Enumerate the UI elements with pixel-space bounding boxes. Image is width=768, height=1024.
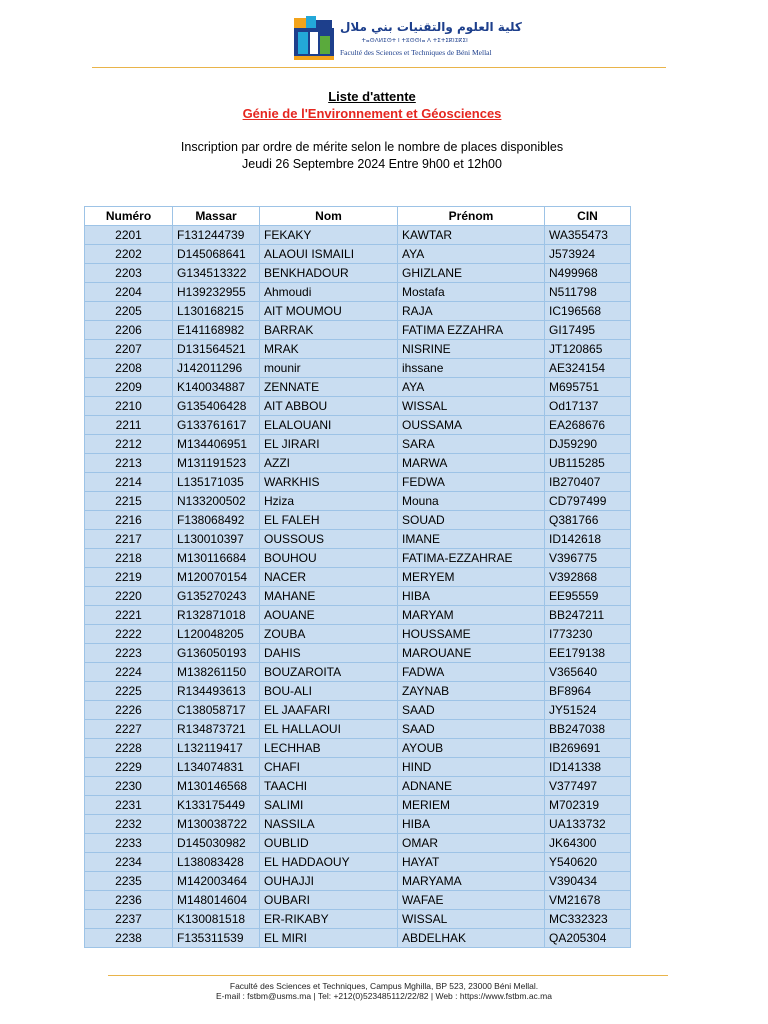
- cell-nom: EL HALLAOUI: [260, 720, 398, 739]
- cell-cin: DJ59290: [545, 435, 631, 454]
- table-row: [85, 663, 631, 682]
- table-row: [85, 245, 631, 264]
- cell-prenom: ihssane: [398, 359, 545, 378]
- cell-cin: MC332323: [545, 910, 631, 929]
- cell-cin: V365640: [545, 663, 631, 682]
- table-row: [85, 397, 631, 416]
- cell-cin: GI17495: [545, 321, 631, 340]
- cell-prenom: IMANE: [398, 530, 545, 549]
- header-divider: [92, 67, 666, 68]
- cell-cin: JY51524: [545, 701, 631, 720]
- table-row: [85, 549, 631, 568]
- cell-cin: JK64300: [545, 834, 631, 853]
- cell-prenom: HIBA: [398, 587, 545, 606]
- cell-prenom: WAFAE: [398, 891, 545, 910]
- table-row: [85, 378, 631, 397]
- cell-numero: 2236: [85, 891, 173, 910]
- faculty-emblem-icon: [292, 14, 338, 64]
- cell-numero: 2235: [85, 872, 173, 891]
- cell-massar: L138083428: [173, 853, 260, 872]
- cell-prenom: MERYEM: [398, 568, 545, 587]
- cell-prenom: RAJA: [398, 302, 545, 321]
- logo-arabic-name: كلية العلوم والتقنيات بني ملال: [340, 20, 522, 34]
- cell-nom: BENKHADOUR: [260, 264, 398, 283]
- cell-numero: 2205: [85, 302, 173, 321]
- cell-prenom: ABDELHAK: [398, 929, 545, 948]
- cell-nom: FEKAKY: [260, 226, 398, 245]
- cell-cin: ID141338: [545, 758, 631, 777]
- cell-massar: K140034887: [173, 378, 260, 397]
- cell-prenom: OMAR: [398, 834, 545, 853]
- cell-numero: 2201: [85, 226, 173, 245]
- cell-nom: BOUHOU: [260, 549, 398, 568]
- cell-prenom: FATIMA-EZZAHRAE: [398, 549, 545, 568]
- cell-cin: I773230: [545, 625, 631, 644]
- cell-cin: V392868: [545, 568, 631, 587]
- cell-massar: L130010397: [173, 530, 260, 549]
- cell-numero: 2222: [85, 625, 173, 644]
- cell-nom: OUHAJJI: [260, 872, 398, 891]
- document-title: Liste d'attente: [328, 89, 416, 104]
- header-massar: Massar: [173, 207, 260, 226]
- cell-cin: Od17137: [545, 397, 631, 416]
- cell-nom: TAACHI: [260, 777, 398, 796]
- cell-numero: 2220: [85, 587, 173, 606]
- cell-numero: 2218: [85, 549, 173, 568]
- cell-nom: BARRAK: [260, 321, 398, 340]
- cell-massar: E141168982: [173, 321, 260, 340]
- cell-numero: 2238: [85, 929, 173, 948]
- cell-massar: L132119417: [173, 739, 260, 758]
- cell-cin: BB247038: [545, 720, 631, 739]
- cell-numero: 2210: [85, 397, 173, 416]
- cell-massar: D145068641: [173, 245, 260, 264]
- cell-nom: OUBLID: [260, 834, 398, 853]
- table-row: [85, 796, 631, 815]
- cell-prenom: HIND: [398, 758, 545, 777]
- logo-tifinagh-name: ⵜⴰⵙⴷⵍⵉⵙⵜ ⵏ ⵜⵓⵙⵙⵏⴰ ⴷ ⵜⵉⵜⵉⴽⵏⵉⴽⵉⵏ: [361, 38, 468, 44]
- cell-nom: NACER: [260, 568, 398, 587]
- cell-massar: K130081518: [173, 910, 260, 929]
- cell-cin: AE324154: [545, 359, 631, 378]
- cell-massar: L130168215: [173, 302, 260, 321]
- cell-nom: WARKHIS: [260, 473, 398, 492]
- table-row: [85, 511, 631, 530]
- cell-nom: OUSSOUS: [260, 530, 398, 549]
- cell-numero: 2229: [85, 758, 173, 777]
- cell-massar: R134493613: [173, 682, 260, 701]
- cell-cin: EE95559: [545, 587, 631, 606]
- cell-cin: EA268676: [545, 416, 631, 435]
- table-row: [85, 682, 631, 701]
- cell-massar: K133175449: [173, 796, 260, 815]
- cell-massar: L120048205: [173, 625, 260, 644]
- cell-numero: 2217: [85, 530, 173, 549]
- header-prenom: Prénom: [398, 207, 545, 226]
- cell-prenom: MARYAM: [398, 606, 545, 625]
- cell-massar: M138261150: [173, 663, 260, 682]
- cell-nom: DAHIS: [260, 644, 398, 663]
- cell-numero: 2204: [85, 283, 173, 302]
- table-row: [85, 568, 631, 587]
- cell-prenom: Mouna: [398, 492, 545, 511]
- cell-prenom: MARWA: [398, 454, 545, 473]
- cell-prenom: AYA: [398, 378, 545, 397]
- cell-cin: UA133732: [545, 815, 631, 834]
- table-row: [85, 720, 631, 739]
- table-body: [85, 226, 631, 948]
- cell-nom: EL JIRARI: [260, 435, 398, 454]
- table-row: [85, 435, 631, 454]
- cell-cin: J573924: [545, 245, 631, 264]
- cell-nom: SALIMI: [260, 796, 398, 815]
- cell-massar: N133200502: [173, 492, 260, 511]
- table-row: [85, 359, 631, 378]
- cell-cin: ID142618: [545, 530, 631, 549]
- table-row: [85, 910, 631, 929]
- cell-massar: R134873721: [173, 720, 260, 739]
- cell-cin: Q381766: [545, 511, 631, 530]
- cell-cin: N499968: [545, 264, 631, 283]
- table-row: [85, 834, 631, 853]
- cell-numero: 2232: [85, 815, 173, 834]
- cell-nom: EL MIRI: [260, 929, 398, 948]
- cell-massar: M142003464: [173, 872, 260, 891]
- logo-french-name: Faculté des Sciences et Techniques de Béni Mellal: [340, 48, 492, 57]
- cell-massar: D131564521: [173, 340, 260, 359]
- cell-nom: NASSILA: [260, 815, 398, 834]
- cell-nom: EL JAAFARI: [260, 701, 398, 720]
- cell-prenom: MARYAMA: [398, 872, 545, 891]
- cell-nom: ELALOUANI: [260, 416, 398, 435]
- cell-numero: 2228: [85, 739, 173, 758]
- cell-numero: 2214: [85, 473, 173, 492]
- table-row: [85, 473, 631, 492]
- cell-prenom: KAWTAR: [398, 226, 545, 245]
- table-row: [85, 226, 631, 245]
- cell-nom: ZENNATE: [260, 378, 398, 397]
- cell-massar: J142011296: [173, 359, 260, 378]
- cell-prenom: MERIEM: [398, 796, 545, 815]
- cell-cin: WA355473: [545, 226, 631, 245]
- cell-cin: JT120865: [545, 340, 631, 359]
- cell-cin: V390434: [545, 872, 631, 891]
- cell-nom: Ahmoudi: [260, 283, 398, 302]
- cell-cin: IC196568: [545, 302, 631, 321]
- footer-address: Faculté des Sciences et Techniques, Campus Mghilla, BP 523, 23000 Béni Mellal.: [229, 981, 539, 991]
- cell-prenom: WISSAL: [398, 910, 545, 929]
- cell-massar: M130038722: [173, 815, 260, 834]
- cell-prenom: HIBA: [398, 815, 545, 834]
- cell-cin: VM21678: [545, 891, 631, 910]
- header-numero: Numéro: [85, 207, 173, 226]
- cell-prenom: HOUSSAME: [398, 625, 545, 644]
- cell-numero: 2234: [85, 853, 173, 872]
- cell-prenom: MAROUANE: [398, 644, 545, 663]
- cell-numero: 2211: [85, 416, 173, 435]
- cell-massar: G133761617: [173, 416, 260, 435]
- intro-line-2: Jeudi 26 Septembre 2024 Entre 9h00 et 12h00: [242, 157, 502, 171]
- cell-numero: 2231: [85, 796, 173, 815]
- cell-numero: 2219: [85, 568, 173, 587]
- table-row: [85, 739, 631, 758]
- cell-cin: IB269691: [545, 739, 631, 758]
- cell-numero: 2212: [85, 435, 173, 454]
- cell-massar: M120070154: [173, 568, 260, 587]
- cell-massar: L135171035: [173, 473, 260, 492]
- cell-massar: G135270243: [173, 587, 260, 606]
- cell-prenom: WISSAL: [398, 397, 545, 416]
- cell-cin: M702319: [545, 796, 631, 815]
- cell-numero: 2209: [85, 378, 173, 397]
- cell-prenom: SAAD: [398, 720, 545, 739]
- footer-divider: [108, 975, 668, 976]
- cell-massar: F131244739: [173, 226, 260, 245]
- cell-prenom: FADWA: [398, 663, 545, 682]
- cell-numero: 2202: [85, 245, 173, 264]
- program-subtitle: Génie de l'Environnement et Géosciences: [242, 106, 502, 121]
- cell-massar: M130116684: [173, 549, 260, 568]
- cell-numero: 2208: [85, 359, 173, 378]
- cell-nom: EL FALEH: [260, 511, 398, 530]
- table-row: [85, 454, 631, 473]
- cell-numero: 2225: [85, 682, 173, 701]
- table-row: [85, 587, 631, 606]
- table-row: [85, 492, 631, 511]
- cell-prenom: AYA: [398, 245, 545, 264]
- cell-numero: 2230: [85, 777, 173, 796]
- faculty-logo: [292, 14, 522, 64]
- cell-numero: 2226: [85, 701, 173, 720]
- table-row: [85, 302, 631, 321]
- table-row: [85, 283, 631, 302]
- cell-massar: G136050193: [173, 644, 260, 663]
- cell-prenom: FATIMA EZZAHRA: [398, 321, 545, 340]
- intro-line-1: Inscription par ordre de mérite selon le nombre de places disponibles: [180, 140, 564, 154]
- cell-nom: MRAK: [260, 340, 398, 359]
- cell-massar: R132871018: [173, 606, 260, 625]
- cell-numero: 2207: [85, 340, 173, 359]
- cell-nom: AZZI: [260, 454, 398, 473]
- table-row: [85, 777, 631, 796]
- cell-massar: G135406428: [173, 397, 260, 416]
- cell-prenom: SAAD: [398, 701, 545, 720]
- cell-numero: 2215: [85, 492, 173, 511]
- cell-nom: ALAOUI ISMAILI: [260, 245, 398, 264]
- cell-nom: mounir: [260, 359, 398, 378]
- cell-nom: AIT ABBOU: [260, 397, 398, 416]
- table-row: [85, 701, 631, 720]
- cell-massar: M148014604: [173, 891, 260, 910]
- table-row: [85, 606, 631, 625]
- cell-nom: AOUANE: [260, 606, 398, 625]
- cell-prenom: NISRINE: [398, 340, 545, 359]
- cell-massar: M131191523: [173, 454, 260, 473]
- cell-massar: M130146568: [173, 777, 260, 796]
- table-row: [85, 416, 631, 435]
- cell-cin: Y540620: [545, 853, 631, 872]
- cell-nom: ZOUBA: [260, 625, 398, 644]
- cell-numero: 2227: [85, 720, 173, 739]
- header-nom: Nom: [260, 207, 398, 226]
- cell-cin: EE179138: [545, 644, 631, 663]
- cell-massar: F135311539: [173, 929, 260, 948]
- cell-cin: IB270407: [545, 473, 631, 492]
- table-row: [85, 625, 631, 644]
- table-row: [85, 758, 631, 777]
- cell-prenom: GHIZLANE: [398, 264, 545, 283]
- table-row: [85, 872, 631, 891]
- cell-prenom: ADNANE: [398, 777, 545, 796]
- cell-nom: MAHANE: [260, 587, 398, 606]
- table-row: [85, 891, 631, 910]
- cell-massar: C138058717: [173, 701, 260, 720]
- cell-massar: M134406951: [173, 435, 260, 454]
- table-row: [85, 321, 631, 340]
- cell-cin: UB115285: [545, 454, 631, 473]
- waiting-list-table: [84, 206, 631, 948]
- cell-nom: LECHHAB: [260, 739, 398, 758]
- cell-prenom: HAYAT: [398, 853, 545, 872]
- cell-massar: G134513322: [173, 264, 260, 283]
- table-row: [85, 264, 631, 283]
- cell-numero: 2221: [85, 606, 173, 625]
- cell-numero: 2233: [85, 834, 173, 853]
- table-row: [85, 340, 631, 359]
- cell-cin: BB247211: [545, 606, 631, 625]
- cell-prenom: Mostafa: [398, 283, 545, 302]
- cell-nom: ER-RIKABY: [260, 910, 398, 929]
- table-row: [85, 815, 631, 834]
- cell-prenom: SOUAD: [398, 511, 545, 530]
- cell-nom: OUBARI: [260, 891, 398, 910]
- cell-cin: CD797499: [545, 492, 631, 511]
- cell-cin: V396775: [545, 549, 631, 568]
- cell-prenom: OUSSAMA: [398, 416, 545, 435]
- table-row: [85, 853, 631, 872]
- cell-numero: 2213: [85, 454, 173, 473]
- cell-nom: EL HADDAOUY: [260, 853, 398, 872]
- cell-cin: QA205304: [545, 929, 631, 948]
- cell-numero: 2203: [85, 264, 173, 283]
- cell-massar: F138068492: [173, 511, 260, 530]
- cell-numero: 2206: [85, 321, 173, 340]
- cell-prenom: FEDWA: [398, 473, 545, 492]
- cell-cin: V377497: [545, 777, 631, 796]
- cell-nom: BOU-ALI: [260, 682, 398, 701]
- cell-numero: 2224: [85, 663, 173, 682]
- cell-massar: D145030982: [173, 834, 260, 853]
- cell-nom: BOUZAROITA: [260, 663, 398, 682]
- cell-massar: L134074831: [173, 758, 260, 777]
- table-row: [85, 644, 631, 663]
- cell-numero: 2237: [85, 910, 173, 929]
- cell-prenom: AYOUB: [398, 739, 545, 758]
- table-row: [85, 929, 631, 948]
- cell-nom: CHAFI: [260, 758, 398, 777]
- cell-nom: AIT MOUMOU: [260, 302, 398, 321]
- cell-prenom: SARA: [398, 435, 545, 454]
- cell-cin: M695751: [545, 378, 631, 397]
- cell-cin: BF8964: [545, 682, 631, 701]
- cell-cin: N511798: [545, 283, 631, 302]
- cell-numero: 2223: [85, 644, 173, 663]
- cell-massar: H139232955: [173, 283, 260, 302]
- cell-nom: Hziza: [260, 492, 398, 511]
- footer-contact: E-mail : fstbm@usms.ma | Tel: +212(0)523485112/22/82 | Web : https://www.fstbm.ac.ma: [216, 991, 552, 1001]
- cell-prenom: ZAYNAB: [398, 682, 545, 701]
- table-header-row: [85, 207, 631, 226]
- table-row: [85, 530, 631, 549]
- header-cin: CIN: [545, 207, 631, 226]
- cell-numero: 2216: [85, 511, 173, 530]
